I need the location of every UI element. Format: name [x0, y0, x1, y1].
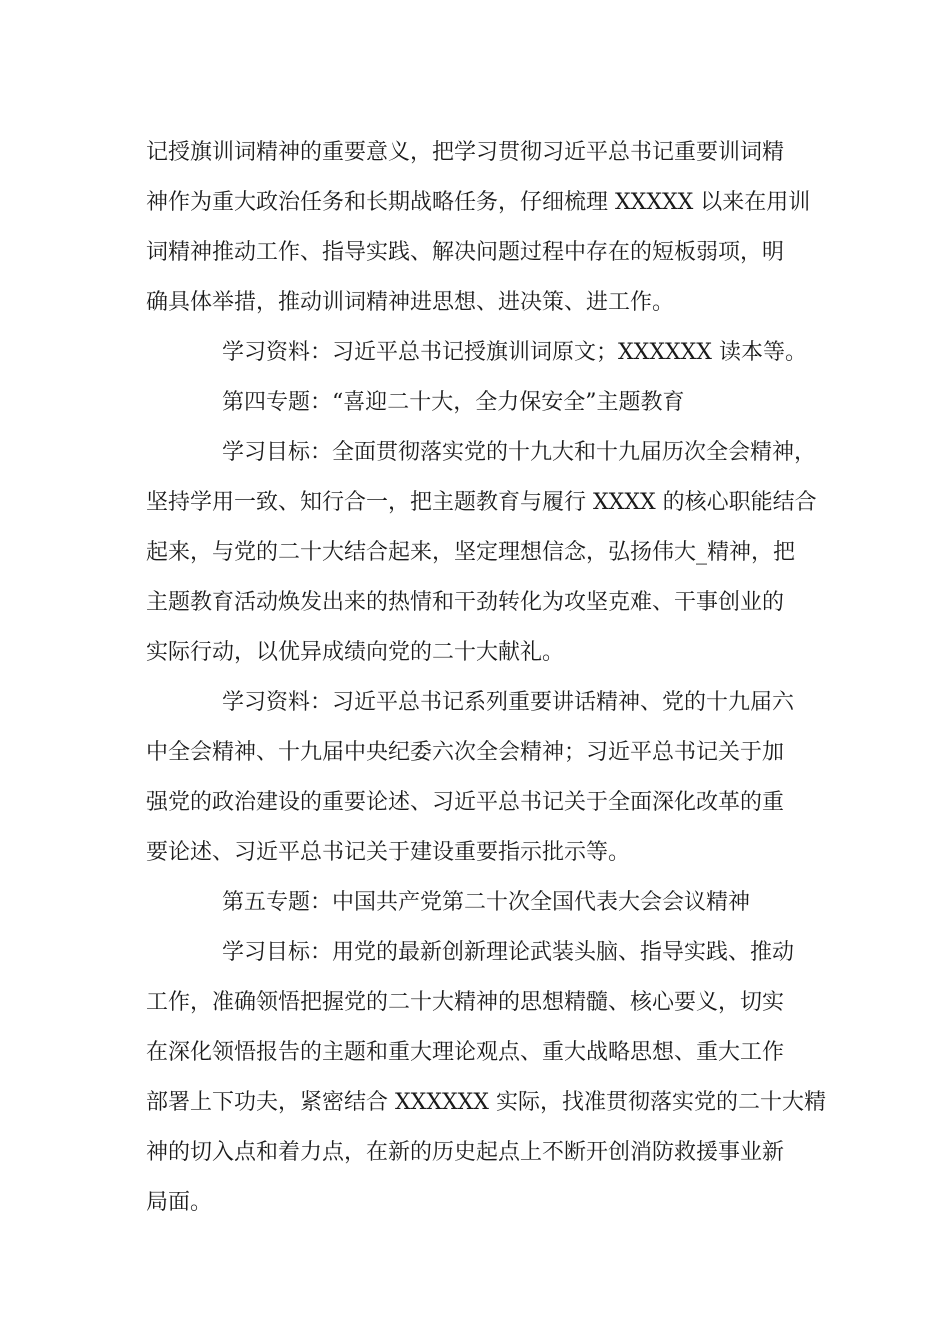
text-line: 工作，准确领悟把握党的二十大精神的思想精髓、核心要义，切实	[146, 990, 785, 1015]
text-line: 实际行动，以优异成绩向党的二十大献礼。	[146, 640, 565, 665]
text-line: 第五专题：中国共产党第二十次全国代表大会会议精神	[222, 890, 751, 915]
text-line: 学习目标：用党的最新创新理论武装头脑、指导实践、推动	[222, 940, 795, 965]
text-line: 神作为重大政治任务和长期战略任务，仔细梳理 XXXXX 以来在用训	[146, 190, 811, 215]
text-line: 强党的政治建设的重要论述、习近平总书记关于全面深化改革的重	[146, 790, 785, 815]
text-line: 确具体举措，推动训词精神进思想、进决策、进工作。	[146, 290, 675, 315]
text-line: 词精神推动工作、指导实践、解决问题过程中存在的短板弱项，明	[146, 240, 785, 265]
text-line: 主题教育活动焕发出来的热情和干劲转化为攻坚克难、干事创业的	[146, 590, 785, 615]
text-line: 第四专题：“喜迎二十大，全力保安全”主题教育	[222, 390, 685, 415]
text-line: 学习目标：全面贯彻落实党的十九大和十九届历次全会精神，	[222, 440, 817, 465]
text-line: 坚持学用一致、知行合一，把主题教育与履行 XXXX 的核心职能结合	[146, 490, 817, 515]
text-line: 学习资料：习近平总书记系列重要讲话精神、党的十九届六	[222, 690, 795, 715]
text-line: 局面。	[146, 1190, 213, 1215]
text-line: 学习资料：习近平总书记授旗训词原文；XXXXXX 读本等。	[222, 340, 807, 365]
text-line: 记授旗训词精神的重要意义，把学习贯彻习近平总书记重要训词精	[146, 140, 785, 165]
document-body	[146, 128, 826, 1228]
text-line: 在深化领悟报告的主题和重大理论观点、重大战略思想、重大工作	[146, 1040, 785, 1065]
text-line: 起来，与党的二十大结合起来，坚定理想信念，弘扬伟大_精神，把	[146, 540, 796, 565]
text-line: 中全会精神、十九届中央纪委六次全会精神；习近平总书记关于加	[146, 740, 785, 765]
text-line: 要论述、习近平总书记关于建设重要指示批示等。	[146, 840, 631, 865]
text-line: 神的切入点和着力点，在新的历史起点上不断开创消防救援事业新	[146, 1140, 785, 1165]
text-line: 部署上下功夫，紧密结合 XXXXXX 实际，找准贯彻落实党的二十大精	[146, 1090, 826, 1115]
